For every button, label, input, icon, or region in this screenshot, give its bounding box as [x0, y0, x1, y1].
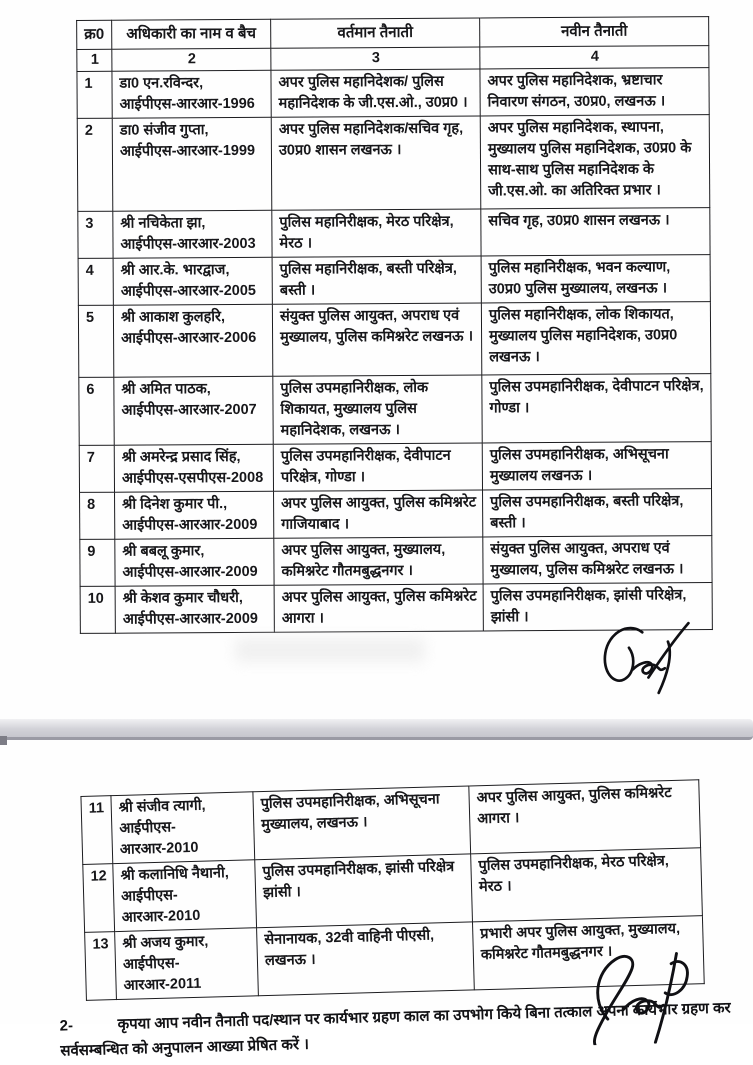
- officer-batch: आईपीएस-एसपीएस-2008: [121, 469, 264, 487]
- paragraph-number: 2-: [59, 1017, 74, 1035]
- cell-officer: [114, 444, 273, 492]
- table-row: [78, 255, 710, 306]
- transfer-table-page1: [76, 16, 713, 634]
- cell-serial: 13: [85, 932, 117, 1001]
- cell-current-posting: संयुक्त पुलिस आयुक्त, अपराध एवं मुख्यालय, पुलिस कमिश्नरेट लखनऊ ।: [272, 303, 481, 376]
- colnum-3: 3: [271, 47, 480, 70]
- cell-serial: 8: [80, 492, 115, 539]
- cell-serial: 9: [80, 539, 115, 586]
- signature-2: [555, 946, 743, 1046]
- officer-batch: आईपीएस-आरआर-2009: [122, 516, 258, 534]
- header-new-posting: नवीन तैनाती: [480, 17, 709, 47]
- cell-new-posting: प्रभारी अपर पुलिस आयुक्त, मुख्यालय, कमिश्नरेट गौतमबुद्धनगर ।: [472, 916, 704, 990]
- cell-new-posting: पुलिस उपमहानिरीक्षक, देवीपाटन परिक्षेत्र, गोण्डा ।: [482, 374, 711, 443]
- cell-current-posting: पुलिस उपमहानिरीक्षक, देवीपाटन परिक्षेत्र, गोण्डा ।: [273, 443, 482, 491]
- cell-serial: 6: [79, 377, 114, 445]
- officer-name: श्री आकाश कुलहरि,: [120, 309, 226, 326]
- cell-officer: [115, 491, 274, 539]
- table-row: [80, 489, 712, 540]
- cell-current-posting: पुलिस महानिरीक्षक, बस्ती परिक्षेत्र, बस्ती ।: [272, 256, 481, 304]
- cell-officer: [112, 70, 271, 118]
- officer-name: श्री आर.के. भारद्वाज,: [120, 262, 230, 279]
- cell-serial: 11: [81, 796, 113, 865]
- officer-batch: आईपीएस-आरआर-2003: [120, 235, 256, 253]
- cell-current-posting: पुलिस उपमहानिरीक्षक, लोक शिकायत, मुख्यालय पुलिस महानिदेशक, लखनऊ ।: [273, 375, 482, 444]
- cell-officer: [114, 376, 273, 445]
- officer-name: श्री बबलू कुमार,: [122, 543, 205, 560]
- cell-officer: [115, 585, 274, 633]
- colnum-2: 2: [112, 48, 271, 71]
- officer-batch: आईपीएस-आरआर-2007: [121, 401, 257, 419]
- header-row: [77, 17, 709, 50]
- table-row: [78, 302, 710, 378]
- officer-name: श्री दिनेश कुमार पी.,: [122, 496, 228, 513]
- cell-new-posting: अपर पुलिस महानिदेशक, स्थापना, मुख्यालय पुलिस महानिदेशक, उ0प्र0 के साथ-साथ पुलिस महानिदेशक के जी.एस.ओ. का अतिरिक्त प्रभार ।: [480, 115, 710, 209]
- table-row: [77, 68, 709, 119]
- cell-current-posting: अपर पुलिस आयुक्त, पुलिस कमिश्नरेट गाजियाबाद ।: [274, 490, 483, 538]
- officer-name: श्री कलानिधि नैथानी,: [120, 864, 229, 884]
- officer-name: श्री अमरेन्द्र प्रसाद सिंह,: [121, 448, 241, 466]
- officer-batch: आईपीएस-आरआर-2009: [122, 563, 258, 581]
- cell-new-posting: संयुक्त पुलिस आयुक्त, अपराध एवं मुख्यालय, पुलिस कमिश्नरेट लखनऊ ।: [483, 536, 712, 584]
- signature-1: [596, 618, 706, 698]
- cell-officer: [111, 792, 255, 864]
- table-row: [79, 374, 711, 446]
- cell-officer: [113, 210, 272, 258]
- cell-officer: [115, 538, 274, 586]
- cell-new-posting: सचिव गृह, उ0प्र0 शासन लखनऊ ।: [481, 208, 710, 256]
- officer-batch: आईपीएस-आरआर-2006: [121, 329, 257, 347]
- cell-serial: 7: [79, 445, 114, 492]
- cell-new-posting: अपर पुलिस महानिदेशक, भ्रष्टाचार निवारण संगठन, उ0प्र0, लखनऊ ।: [480, 68, 709, 116]
- table-row: [79, 442, 711, 493]
- cell-serial: 12: [83, 864, 115, 933]
- cell-officer: [113, 257, 272, 305]
- paragraph-text: कृपया आप नवीन तैनाती पद/स्थान पर कार्यभार ग्रहण काल का उपभोग किये बिना तत्काल अपना कार्यभार ग्रहण कर सर्वसम्बन्धित को अनुपालन आख्या प्रेषित करें ।: [60, 999, 731, 1060]
- cell-current-posting: अपर पुलिस आयुक्त, पुलिस कमिश्नरेट आगरा ।: [274, 584, 483, 632]
- cell-serial: 10: [80, 586, 115, 633]
- cell-current-posting: अपर पुलिस आयुक्त, मुख्यालय, कमिश्नरेट गौतमबुद्धनगर ।: [274, 537, 483, 585]
- cell-officer: [112, 117, 272, 211]
- cell-officer: [115, 928, 259, 1000]
- officer-batch: आईपीएस-आरआर-2010: [119, 819, 199, 858]
- table-row: [80, 536, 712, 587]
- officer-batch: आईपीएस-आरआर-1996: [119, 95, 255, 113]
- cell-serial: 2: [77, 118, 113, 211]
- cell-current-posting: अपर पुलिस महानिदेशक/सचिव गृह, उ0प्र0 शासन लखनऊ ।: [271, 116, 481, 210]
- cell-current-posting: पुलिस उपमहानिरीक्षक, झांसी परिक्षेत्र झांसी ।: [255, 854, 473, 928]
- cell-new-posting: पुलिस उपमहानिरीक्षक, बस्ती परिक्षेत्र, बस्ती ।: [483, 489, 712, 537]
- header-officer-name: अधिकारी का नाम व बैच: [112, 19, 271, 49]
- cell-new-posting: पुलिस उपमहानिरीक्षक, मेरठ परिक्षेत्र, मेरठ ।: [471, 848, 703, 922]
- officer-name: डा0 एन.रविन्दर,: [119, 75, 204, 92]
- scan-smudge: [235, 638, 425, 662]
- cell-current-posting: सेनानायक, 32वी वाहिनी पीएसी, लखनऊ ।: [257, 922, 475, 996]
- cell-current-posting: अपर पुलिस महानिदेशक/ पुलिस महानिदेशक के जी.एस.ओ., उ0प्र0 ।: [271, 69, 480, 117]
- cell-current-posting: पुलिस महानिरीक्षक, मेरठ परिक्षेत्र, मेरठ ।: [272, 209, 481, 257]
- officer-batch: आईपीएस-आरआर-1999: [119, 142, 256, 160]
- page-separator-band: [0, 719, 753, 740]
- officer-batch: आईपीएस-आरआर-2010: [120, 887, 201, 926]
- officer-name: श्री संजीव त्यागी,: [118, 797, 206, 816]
- cell-new-posting: पुलिस महानिरीक्षक, लोक शिकायत, मुख्यालय पुलिस महानिदेशक, उ0प्र0 लखनऊ ।: [481, 302, 710, 375]
- cell-serial: 5: [78, 305, 113, 377]
- cell-new-posting: पुलिस महानिरीक्षक, भवन कल्याण, उ0प्र0 पुलिस मुख्यालय, लखनऊ ।: [481, 255, 710, 303]
- officer-name: श्री नचिकेता झा,: [120, 215, 206, 232]
- officer-name: डा0 संजीव गुप्ता,: [119, 122, 209, 139]
- cell-new-posting: पुलिस उपमहानिरीक्षक, अभिसूचना मुख्यालय लखनऊ ।: [482, 442, 711, 490]
- cell-new-posting: पुलिस उपमहानिरीक्षक, झांसी परिक्षेत्र, झांसी ।: [483, 583, 712, 631]
- colnum-4: 4: [480, 46, 709, 69]
- officer-name: श्री अजय कुमार,: [122, 933, 209, 952]
- colnum-1: 1: [77, 49, 112, 71]
- officer-batch: आईपीएस-आरआर-2005: [120, 282, 257, 300]
- header-serial: क्र0: [77, 20, 112, 49]
- cell-officer: [113, 304, 272, 377]
- cell-serial: 4: [78, 258, 113, 305]
- table-row: [78, 208, 710, 259]
- scanned-page-2: [0, 750, 753, 1065]
- cell-current-posting: पुलिस उपमहानिरीक्षक, अभिसूचना मुख्यालय, लखनऊ ।: [253, 786, 471, 860]
- cell-new-posting: अपर पुलिस आयुक्त, पुलिस कमिश्नरेट आगरा ।: [469, 780, 701, 854]
- cell-serial: 1: [77, 71, 112, 118]
- cell-serial: 3: [78, 211, 113, 258]
- officer-batch: आईपीएस-आरआर-2011: [122, 955, 202, 994]
- officer-name: श्री अमित पाठक,: [121, 381, 211, 398]
- officer-batch: आईपीएस-आरआर-2009: [122, 610, 259, 628]
- officer-name: श्री केशव कुमार चौधरी,: [122, 589, 243, 607]
- cell-officer: [113, 860, 257, 932]
- table-row: [77, 115, 710, 212]
- header-current-posting: वर्तमान तैनाती: [271, 18, 480, 48]
